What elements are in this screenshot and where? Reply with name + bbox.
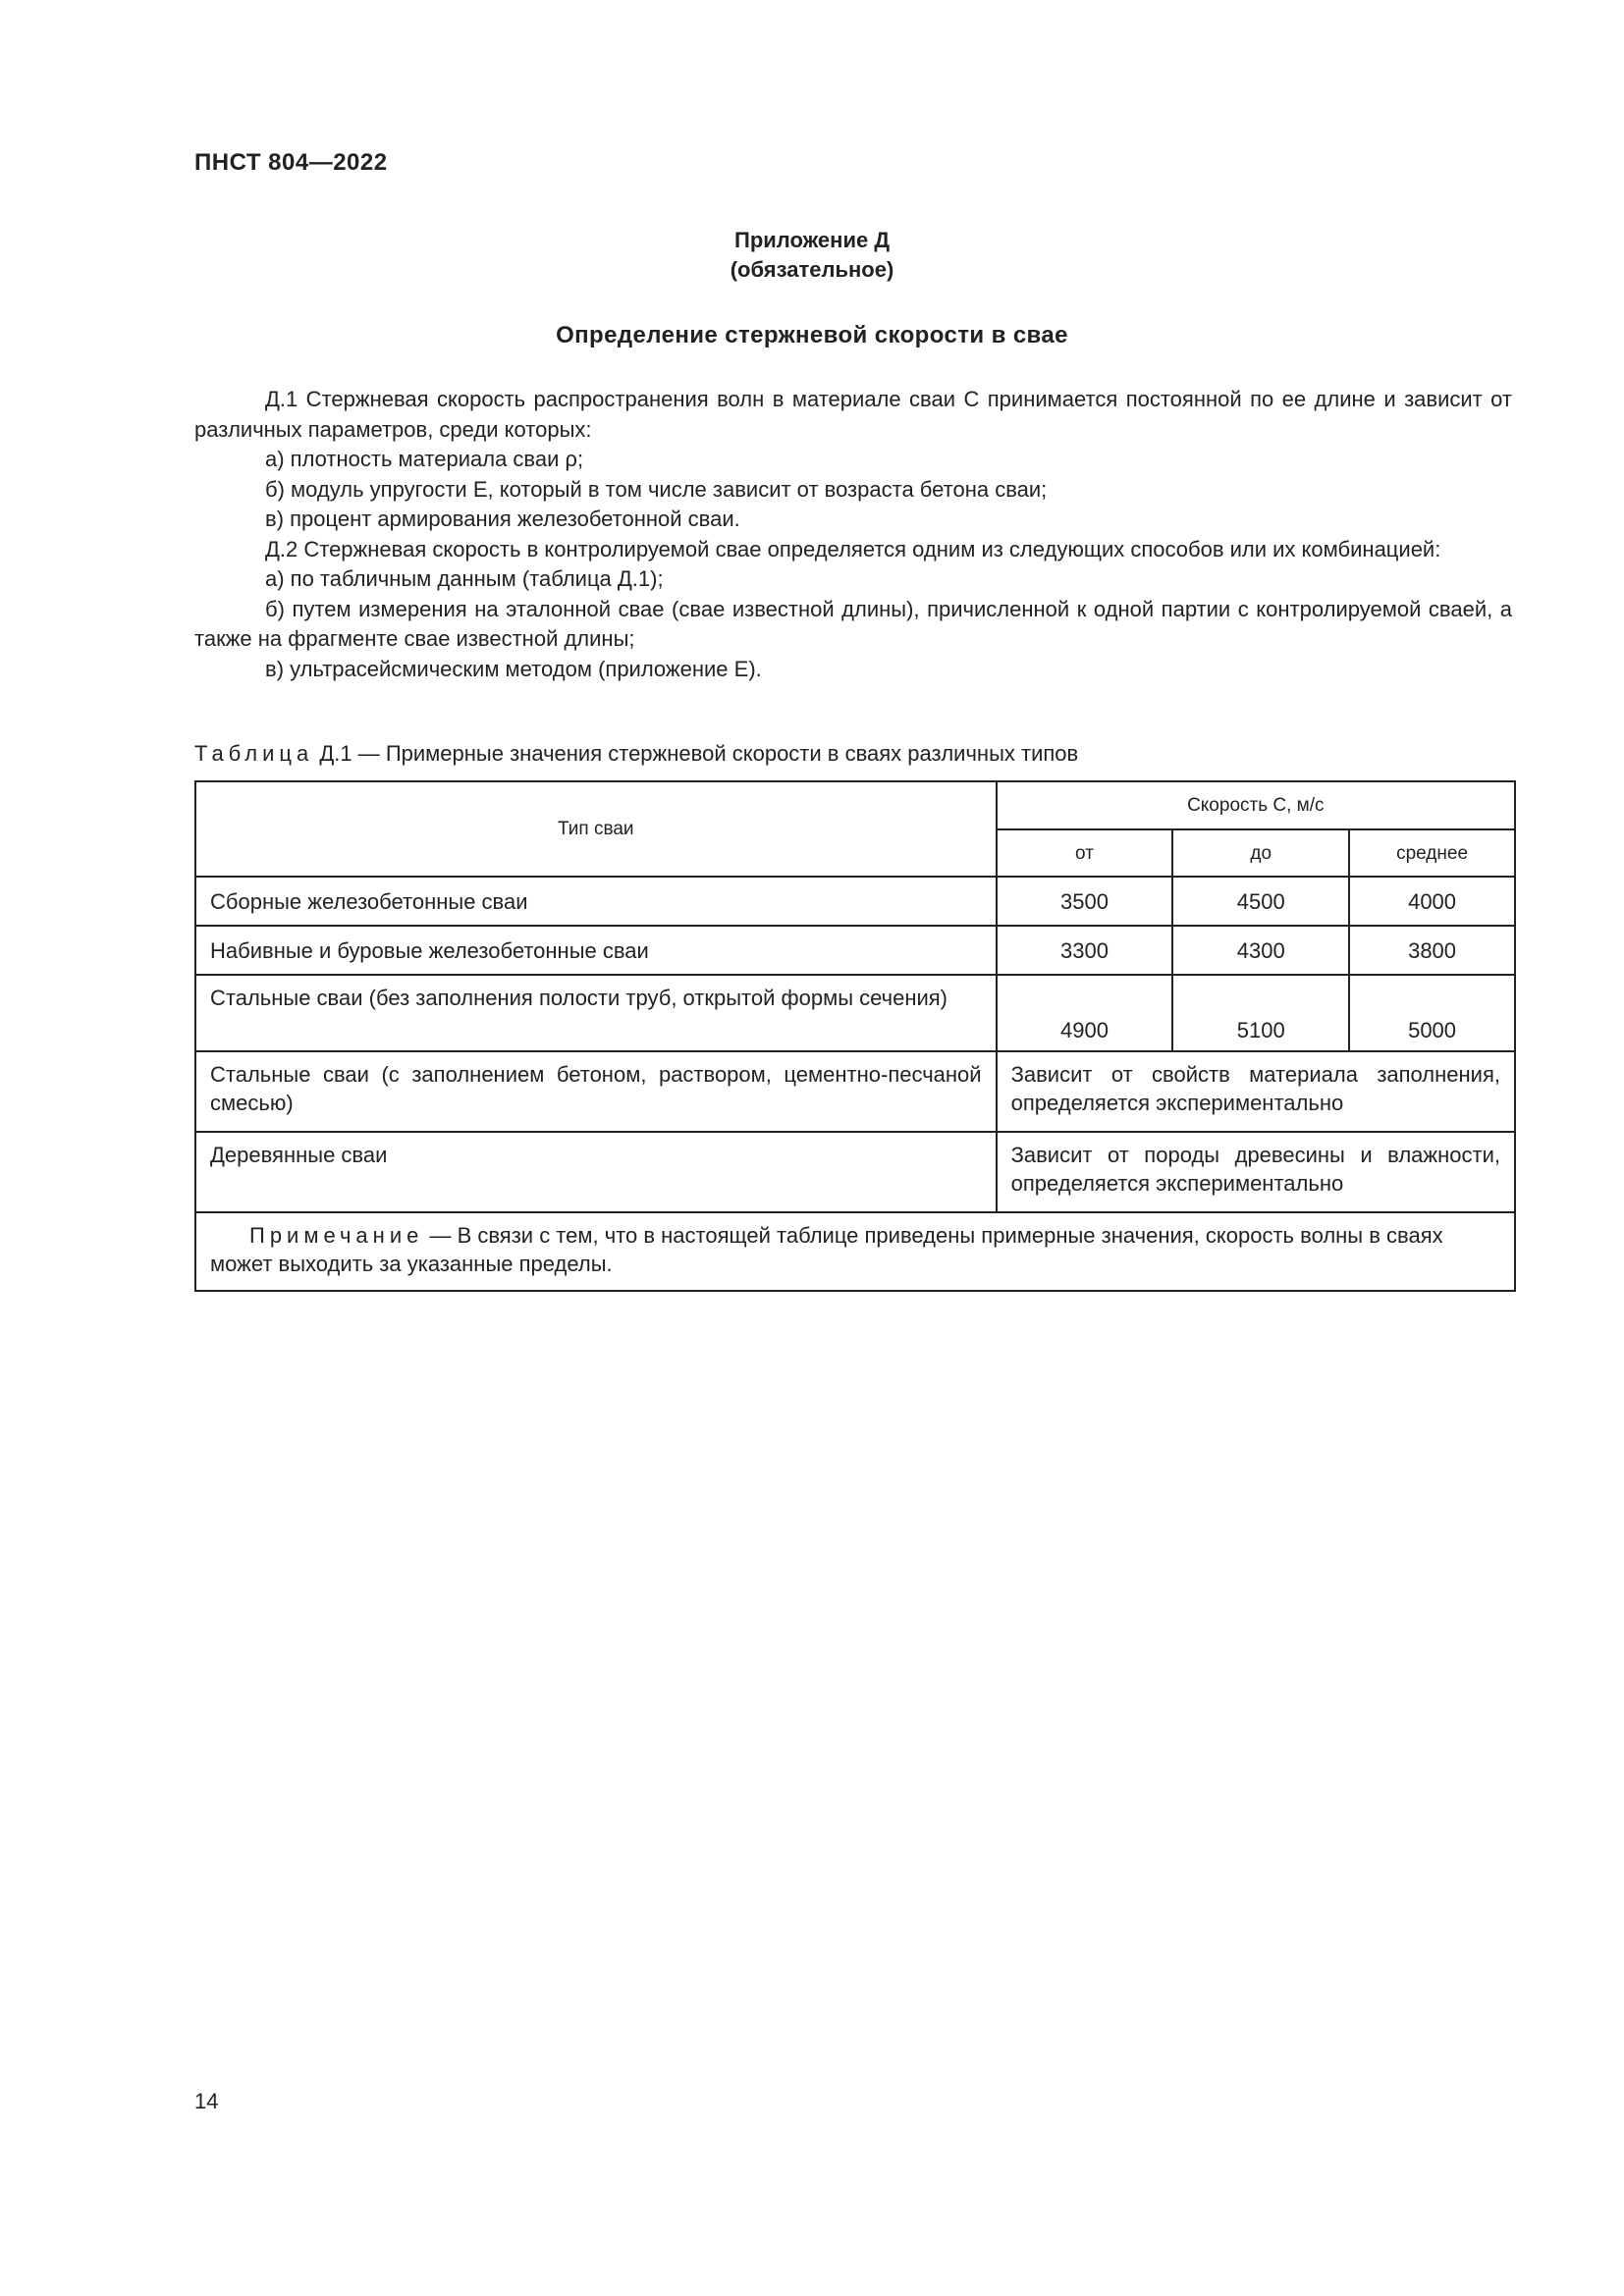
table-footnote-row xyxy=(195,1212,1515,1291)
cell-from: 3500 xyxy=(997,877,1173,926)
cell-pile-type: Стальные сваи (без заполнения полости труб, открытой формы сечения) xyxy=(195,975,997,1051)
table-row xyxy=(195,1051,1515,1132)
header-to: до xyxy=(1172,829,1349,877)
header-speed: Скорость C, м/с xyxy=(997,781,1515,829)
footnote-text: — В связи с тем, что в настоящей таблице приведены примерные значения, скорость волны в сваях может выходить за указанные пределы. xyxy=(210,1223,1443,1276)
list-item-d2a: а) по табличным данным (таблица Д.1); xyxy=(265,566,664,591)
header-from: от xyxy=(997,829,1173,877)
annex-title: Приложение Д xyxy=(734,228,890,252)
cell-average: 4000 xyxy=(1349,877,1515,926)
table-row xyxy=(195,1132,1515,1212)
table-header-row xyxy=(195,781,1515,829)
cell-to: 4500 xyxy=(1172,877,1349,926)
page-number: 14 xyxy=(194,2089,219,2113)
table-caption-label: Таблица xyxy=(194,741,314,766)
cell-average: 5000 xyxy=(1349,975,1515,1051)
annex-type: (обязательное) xyxy=(730,257,894,282)
paragraph-d1: Д.1 Стержневая скорость распространения волн в материале сваи C принимается постоянной по ее длине и зависит от различных параметров, среди которых: xyxy=(194,387,1512,442)
table-row xyxy=(195,926,1515,975)
table-footnote xyxy=(195,1212,1515,1291)
cell-pile-type: Набивные и буровые железобетонные сваи xyxy=(195,926,997,975)
list-item-d2c: в) ультрасейсмическим методом (приложение Е). xyxy=(265,656,762,681)
paragraph-d2: Д.2 Стержневая скорость в контролируемой свае определяется одним из следующих способов или их комбинацией: xyxy=(265,536,1441,561)
document-code: ПНСТ 804—2022 xyxy=(194,149,388,176)
list-item-d1b: б) модуль упругости E, который в том числе зависит от возраста бетона сваи; xyxy=(265,476,1048,502)
speed-table xyxy=(194,780,1516,1292)
cell-to: 4300 xyxy=(1172,926,1349,975)
header-average: среднее xyxy=(1349,829,1515,877)
body-text xyxy=(194,385,1512,684)
cell-pile-type: Сборные железобетонные сваи xyxy=(195,877,997,926)
cell-from: 3300 xyxy=(997,926,1173,975)
cell-to: 5100 xyxy=(1172,975,1349,1051)
table-row xyxy=(195,877,1515,926)
cell-average: 3800 xyxy=(1349,926,1515,975)
list-item-d1a: а) плотность материала сваи ρ; xyxy=(265,447,584,471)
table-caption-text: Д.1 — Примерные значения стержневой скорости в сваях различных типов xyxy=(313,741,1079,766)
cell-pile-type: Деревянные сваи xyxy=(195,1132,997,1212)
list-item-d1c: в) процент армирования железобетонной сваи. xyxy=(265,507,740,531)
header-pile-type: Тип сваи xyxy=(195,781,997,877)
table-caption xyxy=(194,741,1078,767)
cell-from: 4900 xyxy=(997,975,1173,1051)
cell-speed-note: Зависит от свойств материала заполнения, определяется экспериментально xyxy=(997,1051,1515,1132)
cell-pile-type: Стальные сваи (с заполнением бетоном, раствором, цементно-песчаной смесью) xyxy=(195,1051,997,1132)
table-row xyxy=(195,975,1515,1051)
section-title: Определение стержневой скорости в свае xyxy=(556,322,1068,348)
list-item-d2b: б) путем измерения на эталонной свае (свае известной длины), причисленной к одной партии с контролируемой сваей, а также на фрагменте свае известной длины; xyxy=(194,596,1512,651)
footnote-label: Примечание xyxy=(249,1223,424,1248)
cell-speed-note: Зависит от породы древесины и влажности, определяется экспериментально xyxy=(997,1132,1515,1212)
